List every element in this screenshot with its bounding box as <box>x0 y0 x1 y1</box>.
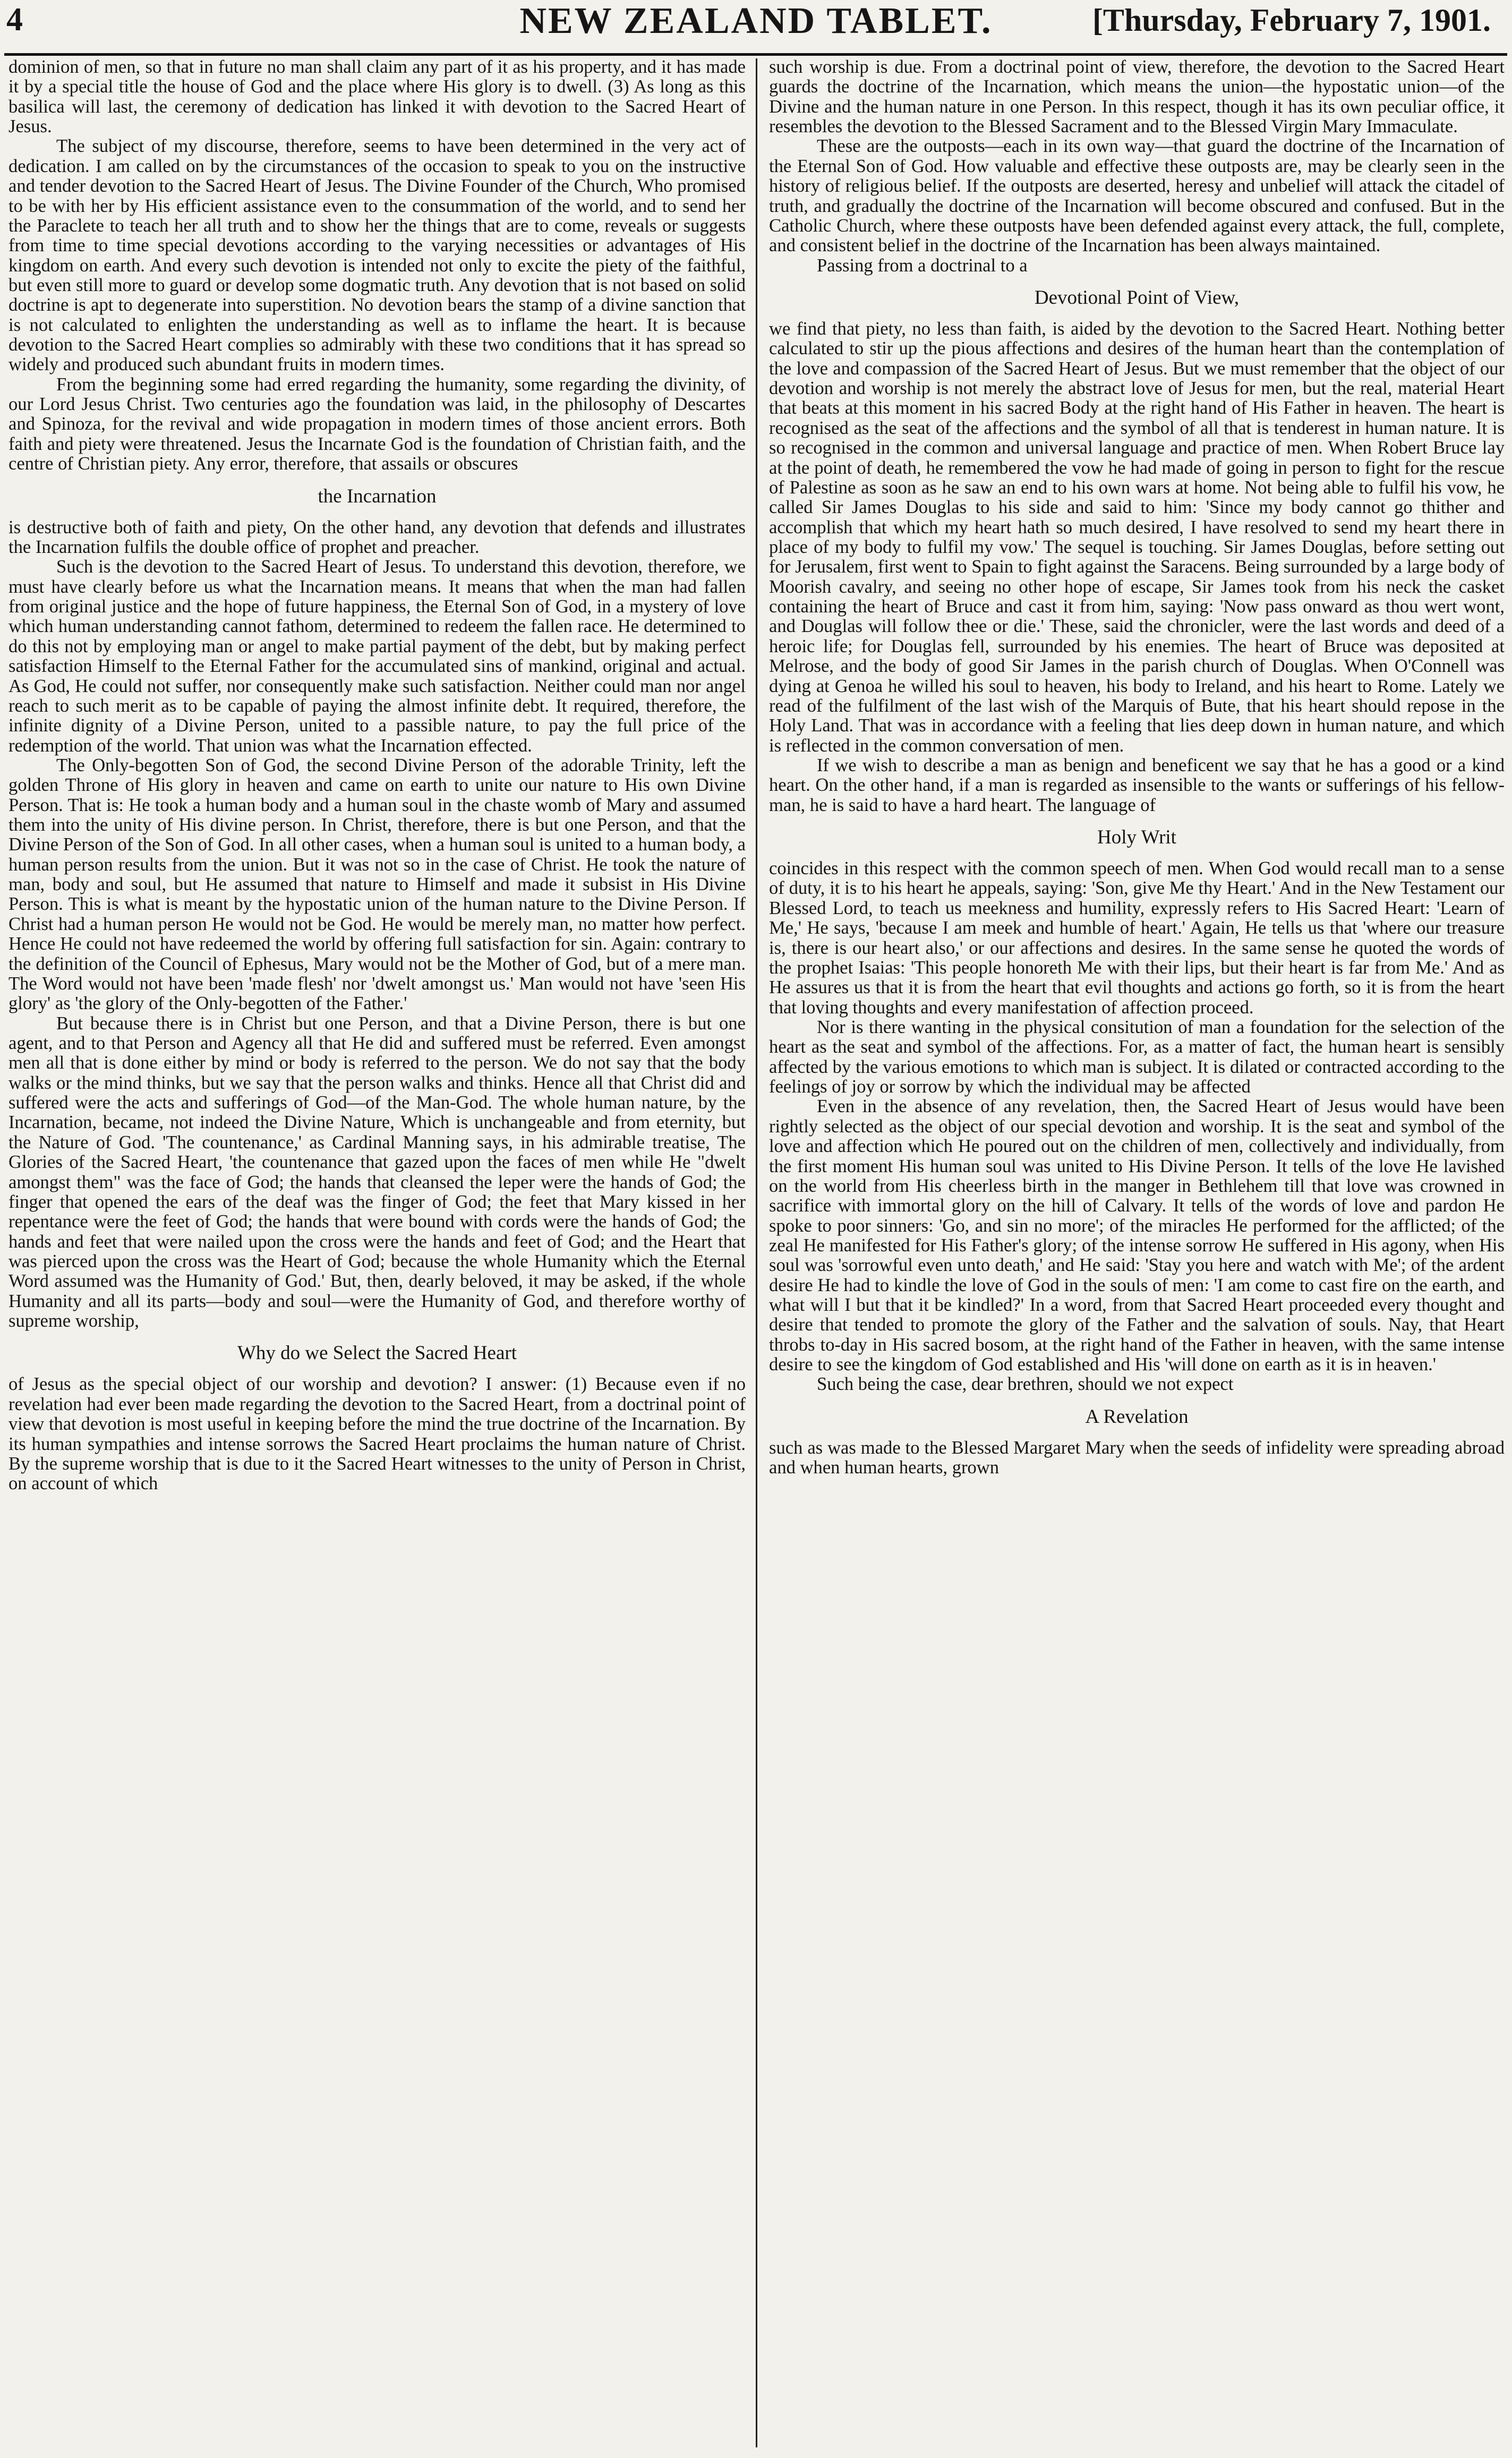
issue-date: [Thursday, February 7, 1901. <box>1092 3 1491 38</box>
paragraph: such as was made to the Blessed Margaret Mary when the seeds of infidelity were spreading abroad and when human hearts, grown <box>769 1437 1505 1478</box>
header-rule <box>4 53 1507 56</box>
paragraph: From the beginning some had erred regarding the humanity, some regarding the divinity, of our Lord Jesus Christ. Two centuries ago the foundation was laid, in the philosophy of Descartes and Spinoza, for the revival and wide propagation in modern times of those ancient errors. Both faith and piety were threatened. Jesus the Incarnate God is the foundation of Christian faith, and the centre of Christian piety. Any error, therefore, that assails or obscures <box>8 374 746 474</box>
section-heading: Why do we Select the Sacred Heart <box>237 1342 517 1364</box>
section-heading: the Incarnation <box>318 485 437 507</box>
left-column <box>8 57 746 2450</box>
column-divider <box>756 58 757 2447</box>
paragraph: But because there is in Christ but one Person, and that a Divine Person, there is but one agent, and to that Person and Agency all that He did and suffered must be referred. Even amongst men all that is done either by mind or body is referred to the person. We do not say that the body walks or the mind thinks, but we say that the person walks and thinks. Hence all that Christ did and suffered were the acts and sufferings of God—of the Man-God. The whole human nature, by the Incarnation, became, not indeed the Divine Nature, Which is unchangeable and from eternity, but the Nature of God. 'The countenance,' as Cardinal Manning says, in his admirable treatise, The Glories of the Sacred Heart, 'the countenance that gazed upon the faces of men while He "dwelt amongst them" was the face of God; the hands that cleansed the leper were the hands of God; the finger that opened the ears of the deaf was the finger of God; the feet that Mary kissed in her repentance were the feet of God; the hands that were bound with cords were the hands of God; the hands and feet that were nailed upon the cross were the hands and feet of God; and the Heart that was pierced upon the cross was the Heart of God; because the whole Humanity which the Eternal Word assumed was the Humanity of God.' But, then, dearly beloved, it may be asked, if the whole Humanity and all its parts—body and soul—were the Humanity of God, and therefore worthy of supreme worship, <box>8 1013 746 1332</box>
masthead <box>0 0 1512 51</box>
paragraph: such worship is due. From a doctrinal point of view, therefore, the devotion to the Sacred Heart guards the doctrine of the Incarnation, which means the union—the hypostatic union—of the Divine and the human nature in one Person. In this respect, though it has its own peculiar office, it resembles the devotion to the Blessed Sacrament and to the Blessed Virgin Mary Immaculate. <box>769 57 1505 137</box>
paragraph: coincides in this respect with the common speech of men. When God would recall man to a sense of duty, it is to his heart he appeals, saying: 'Son, give Me thy Heart.' And in the New Testament our Blessed Lord, to teach us meekness and humility, expressly refers to His Sacred Heart: 'Learn of Me,' He says, 'because I am meek and humble of heart.' Again, He tells us that 'where our treasure is, there is our heart also,' or our affections and desires. In the same sense he quoted the words of the prophet Isaias: 'This people honoreth Me with their lips, but their heart is far from Me.' And as He assures us that it is from the heart that evil thoughts and actions go forth, so it is from the heart that loving thoughts and every manifestation of affection proceed. <box>769 858 1505 1018</box>
paragraph: is destructive both of faith and piety, On the other hand, any devotion that defends and illustrates the Incarnation fulfils the double office of prophet and preacher. <box>8 517 746 557</box>
newspaper-title: NEW ZEALAND TABLET. <box>519 1 993 41</box>
paragraph: These are the outposts—each in its own way—that guard the doctrine of the Incarnation of the Eternal Son of God. How valuable and effective these outposts are, may be clearly seen in the history of religious belief. If the outposts are deserted, heresy and unbelief will attack the citadel of truth, and gradually the doctrine of the Incarnation will become obscured and confused. But in the Catholic Church, where these outposts have been defended against every attack, the full, complete, and consistent belief in the doctrine of the Incarnation has been always maintained. <box>769 136 1505 256</box>
right-column <box>769 57 1505 2450</box>
page-number: 4 <box>6 2 23 38</box>
paragraph: Such is the devotion to the Sacred Heart of Jesus. To understand this devotion, therefore, we must have clearly before us what the Incarnation means. It means that when the man had fallen from original justice and the hope of future happiness, the Eternal Son of God, in a mystery of love which human understanding cannot fathom, determined to redeem the fallen race. He determined to do this not by employing man or angel to make partial payment of the debt, but by making perfect satisfaction Himself to the Eternal Father for the accumulated sins of mankind, original and actual. As God, He could not suffer, nor consequently make such satisfaction. Neither could man nor angel reach to such merit as to be capable of paying the almost infinite debt. It required, therefore, the infinite dignity of a Divine Person, united to a passible nature, to pay the full price of the redemption of the world. That union was what the Incarnation effected. <box>8 557 746 756</box>
section-heading: Holy Writ <box>1097 826 1176 849</box>
paragraph: we find that piety, no less than faith, is aided by the devotion to the Sacred Heart. Nothing better calculated to stir up the pious affections and desires of the human heart than the contemplation of the love and compassion of the Sacred Heart of Jesus. But we must remember that the object of our devotion and worship is not merely the abstract love of Jesus for men, but the real, material Heart that beats at this moment in his sacred Body at the right hand of His Father in heaven. The heart is recognised as the seat of the affections and the symbol of all that is tenderest in human nature. It is so recognised in the common and universal language and practice of men. When Robert Bruce lay at the point of death, he remembered the vow he had made of going in person to fight for the rescue of Palestine as soon as he saw an end to his own wars at home. Not being able to fulfil his vow, he called Sir James Douglas to his side and said to him: 'Since my body cannot go thither and accomplish that which my heart hath so much desired, I have resolved to send my heart there in place of my body to fulfil my vow.' The sequel is touching. Sir James Douglas, before setting out for Jerusalem, first went to Spain to fight against the Saracens. Being surrounded by a large body of Moorish cavalry, and seeing no other hope of escape, Sir James took from his neck the casket containing the heart of Bruce and cast it from him, saying: 'Now pass onward as thou wert wont, and Douglas will follow thee or die.' These, said the chronicler, were the last words and deed of a heroic life; for Douglas fell, surrounded by his enemies. The heart of Bruce was deposited at Melrose, and the body of good Sir James in the parish church of Douglas. When O'Connell was dying at Genoa he willed his soul to heaven, his body to Ireland, and his heart to Rome. Lately we read of the fulfilment of the last wish of the Marquis of Bute, that his heart should repose in the Holy Land. That was in accordance with a feeling that lies deep down in human nature, and which is reflected in the common conversation of men. <box>769 319 1505 756</box>
paragraph: If we wish to describe a man as benign and beneficent we say that he has a good or a kind heart. On the other hand, if a man is regarded as insensible to the wants or sufferings of his fellow-man, he is said to have a hard heart. The language of <box>769 755 1505 815</box>
paragraph: The subject of my discourse, therefore, seems to have been determined in the very act of dedication. I am called on by the circumstances of the occasion to speak to you on the instructive and tender devotion to the Sacred Heart of Jesus. The Divine Founder of the Church, Who promised to be with her by His efficient assistance even to the consummation of the world, and to send her the Paraclete to teach her all truth and to show her the things that are to come, reveals or suggests from time to time special devotions according to the varying necessities or advantages of His kingdom on earth. And every such devotion is intended not only to excite the piety of the faithful, but even still more to guard or develop some dogmatic truth. Any devotion that is not based on solid doctrine is apt to degenerate into superstition. No devotion bears the stamp of a divine sanction that is not calculated to enlighten the understanding as well as to inflame the heart. It is because devotion to the Sacred Heart complies so admirably with these two conditions that it has spread so widely and produced such abundant fruits in modern times. <box>8 136 746 375</box>
paragraph: Even in the absence of any revelation, then, the Sacred Heart of Jesus would have been rightly selected as the object of our special devotion and worship. It is the seat and symbol of the love and affection which He poured out on the children of men, collectively and individually, from the first moment His human soul was united to His Divine Person. It tells of the love He lavished on the world from His cheerless birth in the manger in Bethlehem till that love was crowned in sacrifice with immortal glory on the hill of Calvary. It tells of the words of love and pardon He spoke to poor sinners: 'Go, and sin no more'; of the miracles He performed for the afflicted; of the zeal He manifested for His Father's glory; of the intense sorrow He suffered in His agony, when His soul was 'sorrowful even unto death,' and He said: 'Stay you here and watch with Me'; of the ardent desire He had to kindle the love of God in the souls of men: 'I am come to cast fire on the earth, and what will I but that it be kindled?' In a word, from that Sacred Heart proceeded every thought and desire that tended to promote the glory of the Father and the salvation of souls. Nay, that Heart throbs to-day in His sacred bosom, at the right hand of the Father in heaven, with the same intense desire to see the kingdom of God established and His 'will done on earth as it is in heaven.' <box>769 1096 1505 1375</box>
paragraph: Nor is there wanting in the physical consitution of man a foundation for the selection of the heart as the seat and symbol of the affections. For, as a matter of fact, the human heart is sensibly affected by the various emotions to which man is subject. It is dilated or contracted according to the feelings of joy or sorrow by which the individual may be affected <box>769 1017 1505 1097</box>
paragraph: dominion of men, so that in future no man shall claim any part of it as his property, and it has made it by a special title the house of God and the place where His glory is to dwell. (3) As long as this basilica will last, the ceremony of dedication has linked it with devotion to the Sacred Heart of Jesus. <box>8 57 746 137</box>
paragraph: Such being the case, dear brethren, should we not expect <box>817 1374 1234 1395</box>
section-heading: A Revelation <box>1085 1405 1189 1428</box>
paragraph: of Jesus as the special object of our worship and devotion? I answer: (1) Because even if no revelation had ever been made regarding the devotion to the Sacred Heart, from a doctrinal point of view that devotion is most useful in keeping before the mind the true doctrine of the Incarnation. By its human sympathies and intense sorrows the Sacred Heart proclaims the human nature of Christ. By the supreme worship that is due to it the Sacred Heart witnesses to the unity of Person in Christ, on account of which <box>8 1374 746 1494</box>
paragraph: Passing from a doctrinal to a <box>817 255 1028 276</box>
section-heading: Devotional Point of View, <box>1034 286 1240 309</box>
paragraph: The Only-begotten Son of God, the second Divine Person of the adorable Trinity, left the golden Throne of His glory in heaven and came on earth to unite our nature to His own Divine Person. That is: He took a human body and a human soul in the chaste womb of Mary and assumed them into the unity of His divine person. In Christ, therefore, there is but one Person, and that the Divine Person of the Son of God. In all other cases, when a human soul is united to a human body, a human person results from the union. But it was not so in the case of Christ. He took the nature of man, body and soul, but He assumed that nature to Himself and made it subsist in His Divine Person. This is what is meant by the hypostatic union of the human nature to the Divine Person. If Christ had a human person He would not be God. He would be merely man, no matter how perfect. Hence He could not have redeemed the world by offering full satisfaction for sin. Again: contrary to the definition of the Council of Ephesus, Mary would not be the Mother of God, but of a mere man. The Word would not have been 'made flesh' nor 'dwelt amongst us.' Man would not have 'seen His glory' as 'the glory of the Only-begotten of the Father.' <box>8 755 746 1014</box>
